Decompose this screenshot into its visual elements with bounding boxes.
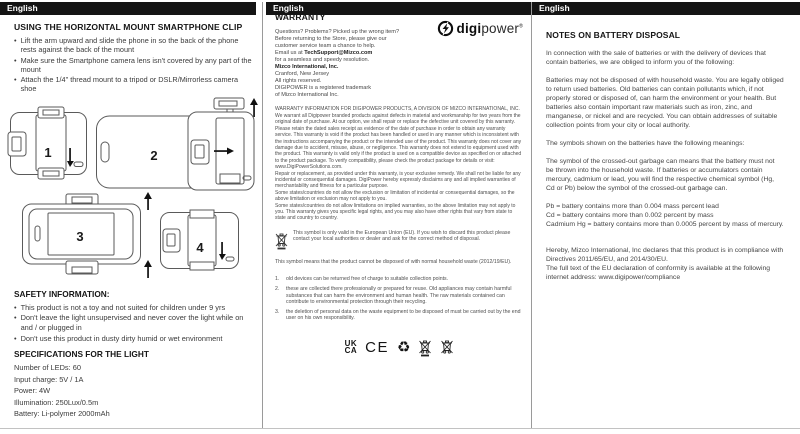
diagram-step-number: 2 bbox=[150, 147, 158, 163]
list-item bbox=[14, 75, 252, 94]
list-item: 2. these are collected there professionally or prepared for reuse. Old appliances may contain harmful substances that can harm the environment and human health. The raw materials contained can contribute to environmental protection through their recycling. bbox=[275, 286, 524, 306]
arrow-up-icon bbox=[144, 260, 152, 278]
warranty-paragraph: Repair or replacement, as provided under this warranty, is your exclusive remedy. We shall not be liable for any incidental or consequential damages. DigiPower hereby expressly disclaims any and all implied warranties of merchantability and fitness for a particular purpose. bbox=[275, 170, 521, 190]
ukca-mark: UK CA bbox=[344, 339, 358, 356]
spec-line: Input charge: 5V / 1A bbox=[14, 374, 84, 384]
panel-battery-disposal bbox=[532, 0, 800, 428]
compliance-marks bbox=[275, 338, 524, 357]
ce-mark: CE bbox=[365, 338, 389, 356]
list-item bbox=[14, 334, 252, 344]
disposal-steps-list bbox=[275, 276, 524, 322]
digipower-logo bbox=[437, 20, 523, 37]
chemical-line: Pb = battery contains more than 0.004 mass percent lead bbox=[546, 203, 719, 210]
warranty-heading: WARRANTY INFORMATION FOR DIGIPOWER PRODUCTS, A DIVISION OF MIZCO INTERNATIONAL, INC. bbox=[275, 106, 520, 113]
spec-line: Number of LEDs: 60 bbox=[14, 363, 81, 373]
contact-line: Cranford, New Jersey bbox=[275, 71, 330, 78]
eu-compliance-block bbox=[546, 246, 784, 282]
spec-line: Power: 4W bbox=[14, 386, 51, 396]
contact-line: for a seamless and speedy resolution. bbox=[275, 57, 370, 64]
company-name: Mizco International, Inc. bbox=[275, 64, 339, 71]
contact-line: Email us at TechSupport@Mizco.com bbox=[275, 50, 373, 57]
diagram-step-number: 4 bbox=[196, 239, 204, 255]
usage-bullet-text: Make sure the Smartphone camera lens isn't covered by any part of the mount bbox=[20, 55, 252, 74]
usage-bullet-text: Attach the 1/4" thread mount to a tripod or DSLR/Mirrorless camera shoe bbox=[20, 75, 239, 94]
panel-divider bbox=[262, 2, 263, 428]
eu-note-text: This symbol is only valid in the European Union (EU). If you wish to discard this product please contact your local authorities or dealer and ask for the correct method of disposal. bbox=[293, 229, 511, 243]
contact-line: Before returning to the Store, please give our bbox=[275, 36, 387, 43]
disposal-step-text: old devices can be returned free of charge to suitable collection points. bbox=[286, 276, 449, 283]
compliance-line: The full text of the EU declaration of conformity is available at the following internet address: www.digipower/compliance bbox=[546, 265, 771, 281]
list-item: 3. the deletion of personal data on the waste equipment to be disposed of must be carried out by the end user on his own responsibility. bbox=[275, 309, 524, 322]
bullet-icon: • bbox=[14, 36, 17, 45]
spec-line: Battery: Li-polymer 2000mAh bbox=[14, 409, 110, 419]
usage-bullet-list bbox=[14, 36, 252, 94]
usage-bullet-text: Lift the arm upward and slide the phone in so the back of the phone rests against the back of the mount bbox=[20, 36, 239, 55]
section-title-specs: SPECIFICATIONS FOR THE LIGHT bbox=[14, 349, 149, 360]
bullet-icon: • bbox=[14, 302, 17, 312]
bullet-icon: • bbox=[14, 333, 17, 343]
contact-line: Questions? Problems? Picked up the wrong item? bbox=[275, 29, 400, 35]
battery-paragraph: Batteries may not be disposed of with household waste. You are legally obliged to return used batteries. Old batteries can contain pollutants which, if not properly stored or disposed of, can harm the environment or your health. But batteries also contain important raw materials such as iron, zinc, and manganese, or nickel and are recycled. You can obtain addresses of suitable collection points from your city or local authority. bbox=[546, 77, 784, 129]
warranty-contact-block bbox=[275, 29, 524, 99]
contact-line: DIGIPOWER is a registered trademark bbox=[275, 85, 372, 92]
support-email: TechSupport@Mizco.com bbox=[304, 50, 373, 57]
list-item: 1. old devices can be returned free of charge to suitable collection points. bbox=[275, 276, 449, 283]
mount-top-jaw bbox=[38, 107, 64, 118]
compliance-line: Hereby, Mizco International, Inc declares that this product is in compliance with Directives 2011/65/EU, and 2014/30/EU. bbox=[546, 247, 784, 263]
mount-clip-tab bbox=[163, 229, 180, 252]
household-waste-note: This symbol means that the product cannot be disposed of with normal household waste (2012/19/EU). bbox=[275, 258, 512, 265]
smartphone-clip-diagrams bbox=[6, 96, 252, 283]
spec-list bbox=[14, 362, 252, 420]
battery-paragraph: The symbol of the crossed-out garbage can means that the battery must not be thrown into the household waste. If batteries or accumulators contain mercury, cadmium or lead, you will find the respective chemical symbol (Hg, Cd or Pb) below the symbol of the crossed-out garbage can. bbox=[546, 158, 775, 192]
language-label: English bbox=[273, 3, 304, 13]
warranty-paragraph: We warrant all Digipower branded products against defects in material and workmanship for two years from the original date of purchase. At our option, we shall repair or replace the defective unit covered by this warranty. Please retain the dated sales receipt as evidence of the date of purchase in order to obtain any warranty service. This warranty is void if the product has been handled or used in any manner which is inconsistent with the instructions accompanying the product or the intended use of the product. This warranty does not cover any damage due to accident, misuse, abuse, or negligence. This warranty does not extend to equipment used with the product. This warranty is valid only if the product is used on a compatible device as specified on or attached to the product package. To verify compatibility, please check the product package for details or visit: www.DigiPowerSolutions.com. bbox=[275, 112, 522, 171]
digipower-wordmark: digipower® bbox=[456, 21, 523, 36]
page-bottom-rule bbox=[0, 428, 800, 429]
language-label: English bbox=[539, 3, 570, 13]
bullet-icon: • bbox=[14, 75, 17, 85]
disposal-step-text: the deletion of personal data on the waste equipment to be disposed of must be carried out by the end user on his own responsibility. bbox=[286, 308, 521, 322]
warranty-paragraph: Some states/countries do not allow limitations on implied warranties, so the above limitation may not apply to you. This warranty gives you specific legal rights, and you may also have other rights that vary from state to state and country to country. bbox=[275, 202, 516, 222]
mount-bottom-jaw bbox=[190, 262, 214, 270]
spec-line: Illumination: 250Lux/0.5m bbox=[14, 397, 99, 407]
section-title-usage: USING THE HORIZONTAL MOUNT SMARTPHONE CLIP bbox=[14, 22, 243, 32]
diagram-step-2 bbox=[97, 98, 258, 190]
diagram-step-1 bbox=[8, 107, 87, 179]
digipower-icon bbox=[437, 20, 454, 37]
eu-disposal-note bbox=[275, 230, 524, 250]
bullet-icon: • bbox=[14, 55, 17, 65]
diagram-step-number: 1 bbox=[44, 144, 52, 160]
weee-bin-icon bbox=[275, 231, 288, 250]
weee-bin-bar-icon bbox=[418, 338, 432, 357]
list-item bbox=[14, 56, 252, 75]
section-title-warranty: WARRANTY bbox=[275, 12, 326, 22]
mount-bottom-jaw bbox=[38, 168, 64, 179]
safety-bullet-text: Don't leave the light unsupervised and never cover the light while on and / or plugged in bbox=[20, 313, 244, 332]
warranty-legal-text bbox=[275, 106, 524, 221]
list-item bbox=[14, 36, 252, 55]
list-item bbox=[14, 313, 252, 332]
safety-bullet-text: Don't use this product in dusty dirty humid or wet environment bbox=[20, 333, 223, 343]
chemical-line: Cadmium Hg = battery contains more than 0.0005 percent by mass of mercury. bbox=[546, 221, 784, 228]
section-title-battery: NOTES ON BATTERY DISPOSAL bbox=[546, 30, 681, 40]
language-label: English bbox=[7, 3, 38, 13]
warranty-paragraph: Some states/countries do not allow the exclusion or limitation of incidental or consequential damages, so the above limitation or exclusion may not apply to you. bbox=[275, 189, 515, 203]
safety-bullet-text: This product is not a toy and not suited for children under 9 yrs bbox=[20, 302, 226, 312]
bullet-icon: • bbox=[14, 313, 17, 323]
weee-bin-icon bbox=[440, 338, 454, 357]
list-item bbox=[14, 303, 252, 313]
arrow-up-icon bbox=[144, 192, 152, 210]
recycle-icon: ♻ bbox=[396, 338, 411, 356]
panel-instructions bbox=[0, 0, 262, 428]
section-title-safety: SAFETY INFORMATION: bbox=[14, 288, 110, 299]
safety-bullet-list bbox=[14, 303, 252, 343]
battery-paragraph: In connection with the sale of batteries or with the delivery of devices that contain batteries, we are obliged to inform you of the following: bbox=[546, 50, 766, 66]
contact-line: of Mizco International Inc. bbox=[275, 92, 339, 99]
disposal-step-text: these are collected there professionally or prepared for reuse. Old appliances may contain harmful substances that can harm the environment and human health. The raw materials contained can contribute to environmental protection through their recycling. bbox=[286, 285, 512, 306]
diagram-step-4 bbox=[161, 210, 239, 270]
diagram-step-number: 3 bbox=[76, 228, 84, 244]
panel-divider bbox=[531, 2, 532, 428]
contact-line: customer service team a chance to help. bbox=[275, 43, 376, 50]
battery-paragraph: The symbols shown on the batteries have the following meanings: bbox=[546, 140, 745, 147]
chemical-line: Cd = battery contains more than 0.002 percent by mass bbox=[546, 212, 714, 219]
mount-top-jaw bbox=[190, 210, 214, 218]
chemical-symbol-lines bbox=[546, 202, 784, 229]
mount-clip-tab bbox=[8, 132, 26, 156]
contact-line: All rights reserved. bbox=[275, 78, 322, 85]
panel-warranty bbox=[263, 0, 531, 428]
diagram-step-3 bbox=[23, 192, 152, 278]
